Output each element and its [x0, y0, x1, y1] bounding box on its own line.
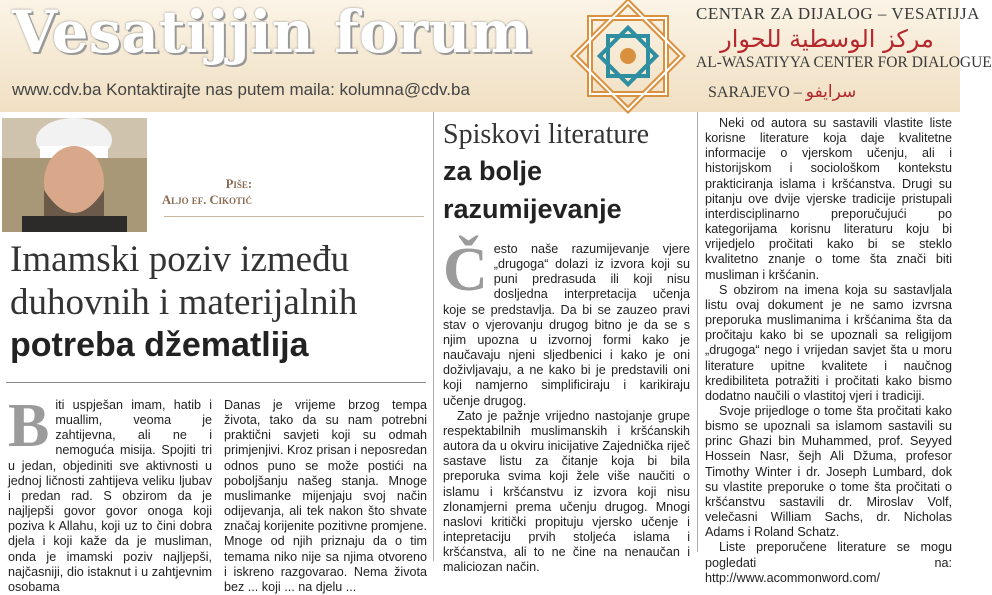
- dropcap: B: [8, 392, 50, 460]
- divider: [6, 382, 426, 383]
- column-divider: [697, 112, 698, 552]
- right-article-column-1: [443, 236, 690, 575]
- city-arabic: سرايفو: [805, 82, 857, 102]
- title-line-3: razumijevanje: [443, 194, 622, 224]
- contact-line[interactable]: www.cdv.ba Kontaktirajte nas putem maila: kolumna@cdv.ba: [12, 80, 470, 99]
- divider: [164, 216, 424, 217]
- paragraph-text: esto naše razumijevanje vjere „drugoga“ dolazi iz izvora koji su puni predrasuda ili koji nisu dosljedna interpretacija učenja koje se predstavlja. Da bi se zauzeo pravi stav o vjerovanju drugog bitno je da se s njim upozna u izvornoj formi kako je naučavaju njeni sljedbenici i kako je oni doživljavaju, a ne kako bi je predstavili oni koji namjerno simplificiraju i karikiraju učenje drugog.: [443, 242, 690, 408]
- right-article-column-2: [705, 116, 952, 585]
- center-logo-icon: [572, 2, 684, 110]
- left-article-column-1: [8, 392, 212, 594]
- paragraph: Neki od autora su sastavili vlastite liste korisne literature koja daje kvalitetne informacije o vjerskom učenju, ali i historijskom i sociološkom kontekstu prakticiranja islama i kršćanstva. Drugi su pitanju ove dvije vjerske tradicije pristupali interdisciplinarno preporučujući po kategorijama korisnu literaturu koju bi vrijedjelo pročitati kako bi se steklo kvalitetno znanje o tome šta znači biti musliman i kršćanin.: [705, 116, 952, 282]
- title-line-2: za bolje: [443, 156, 543, 186]
- city-latin: SARAJEVO: [708, 84, 790, 101]
- left-article-title: [10, 238, 430, 367]
- paragraph: Liste preporučene literature se mogu pogledati na: http://www.acommonword.com/: [705, 540, 952, 585]
- paragraph: Svoje prijedloge o tome šta pročitati kako bismo se upoznali sa islamom sastavili su princ Ghazi bin Muhammed, prof. Seyyed Hossein Nasr, šejh Ali Džuma, profesor Timothy Winter i dr. Joseph Lumbard, dok su vlastite preporuke o tome šta pročitati o kršćanstvu sastavili dr. Miroslav Volf, velečasni William Sachs, dr. Nicholas Adams i Roland Schatz.: [705, 403, 952, 540]
- column-divider: [433, 112, 434, 561]
- paragraph: Zato je pažnje vrijedno nastojanje grupe respektabilnih muslimanskih i kršćanskih autora da u okviru inicijative Zajednička riječ sastave listu za čitanje koja bi bila preporuka svima koji žele više naučiti o islamu i kršćanstvu iz izvora koji nisu zlonamjerni prema učenju drugog. Mnogi naslovi kritički propituju vjersko učenje i intepretaciju prvih stoljeća islama i kršćanstva, ali to ne čine na nenaučan i maliciozan način.: [443, 408, 690, 575]
- right-article-title: [443, 118, 693, 228]
- title-line-3: potreba džematlija: [10, 326, 309, 364]
- column-text: Danas je vrijeme brzog tempa života, tako da su nam potrebni praktični savjeti koji su odmah primjenjivi. Kroz prisan i neposredan odnos puno se može postići na poboljšanju našeg stanja. Mnoge muslimanke mijenjaju svoj način odijevanja, ali tek nakon što shvate značaj korijenite pozitivne promjene. Mnoge od njih priznaju da o tim temama niko nije sa njima otvoreno i iskreno razgovarao. Nema života bez ... koji ... na djelu ...: [224, 398, 428, 594]
- dropcap: Č: [443, 236, 488, 304]
- author-label: Piše:: [225, 177, 252, 191]
- organization-block: [696, 4, 992, 72]
- paragraph: S obzirom na imena koja su sastavljala listu ovaj dokument je ne samo izvrsna preporuka muslimanima i kršćanima šta da pročitaju kako bi se upoznali sa religijom „drugoga“ nego i vrijedan savjet šta u moru literature upitne kvalitete i naučnog kredibiliteta potražiti i pročitati kako bismo dodatno naučili o vlastitoj vjeri i tradiciji.: [705, 282, 952, 403]
- author-name: Aljo ef. Cikotić: [162, 193, 252, 207]
- masthead-title: Vesatijjin forum: [12, 0, 532, 66]
- org-name-arabic: مركز الوسطية للحوار: [720, 25, 934, 53]
- left-article-column-2: [224, 398, 428, 594]
- org-city: [708, 82, 856, 102]
- title-line-1: Spiskovi literature: [443, 119, 650, 150]
- org-name-english: AL-WASATIYYA CENTER FOR DIALOGUE: [696, 54, 992, 71]
- city-dash: –: [793, 84, 802, 101]
- paragraph: [443, 236, 690, 409]
- column-text: iti uspješan imam, hatib i muallim, veoma je zahtijevna, ali ne i nemoguća misija. Spojiti tri u jedan, objediniti sve aktivnosti u jednoj ličnosti zahtijeva veliku ljubav i predan rad. S obzirom da je najljepši govor govor onoga koji poziva k Allahu, koji uz to čini dobra djela i koji kaže da je musliman, onda je imamski poziv najljepši, najčasniji, dio istaknut i u zahtjevnim osobama: [8, 398, 212, 594]
- title-line-1: Imamski poziv između: [10, 239, 350, 280]
- org-name-bosnian: CENTAR ZA DIJALOG – VESATIJJA: [696, 4, 980, 23]
- author-byline: [148, 176, 252, 208]
- author-photo: [2, 118, 147, 232]
- title-line-2: duhovnih i materijalnih: [10, 282, 358, 323]
